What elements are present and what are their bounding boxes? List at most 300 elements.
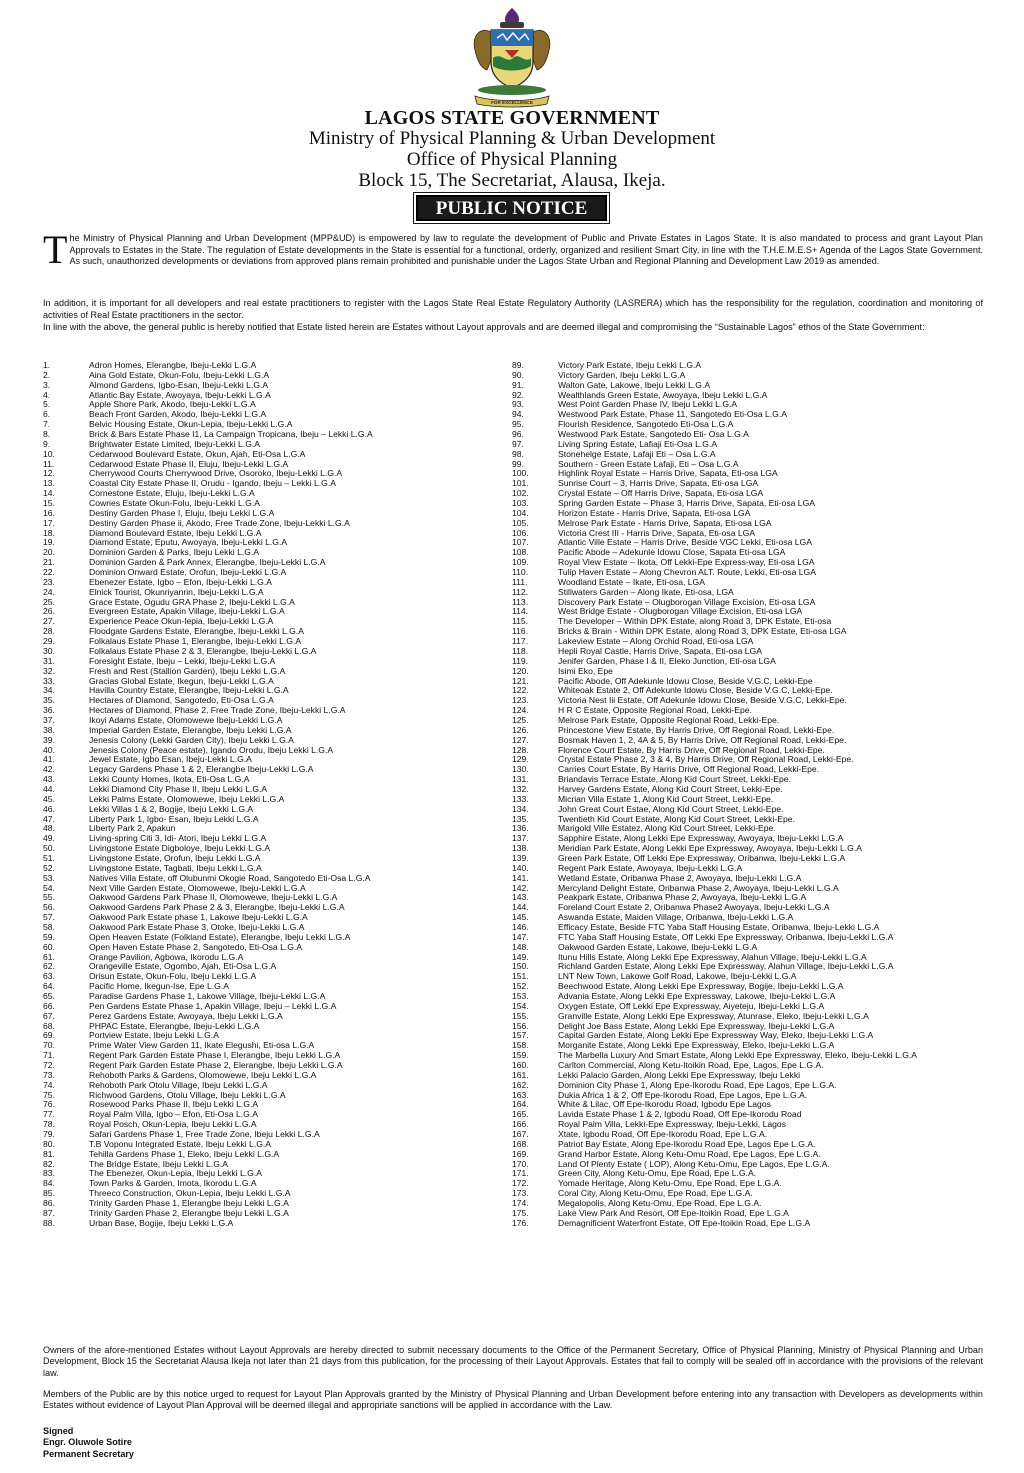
estate-name: Dominion Garden & Parks, Ibeju Lekki L.G.A [89,547,260,558]
estate-number: 86. [43,1198,55,1209]
estate-name: Ikoyi Adams Estate, Olomowewe Ibeju-Lekki L.G.A [89,714,283,725]
estate-name: Lavida Estate Phase 1 & 2, Igbodu Road, Off Epe-Ikorodu Road [558,1109,802,1120]
estate-number: 10. [43,448,55,459]
estate-name: Foreland Court Estate 2, Oribanwa Phase2 Awoyaya, Ibeju-Lekki L.G.A [558,902,830,913]
estate-number: 90. [512,369,524,380]
estate-name: H R C Estate, Opposite Regional Road, Lekki-Epe. [558,705,752,716]
estate-number: 141. [512,872,529,883]
estate-number: 163. [512,1089,529,1100]
estate-name: Living Spring Estate, Lafiaji Eti-Osa L.G.A [558,438,718,449]
estate-number: 157. [512,1030,529,1041]
estate-name: Spring Garden Estate – Phase 3, Harris Drive, Sapata, Eti-osa LGA [558,498,815,509]
estate-number: 47. [43,813,55,824]
estate-number: 29. [43,636,55,647]
estate-name: Pacific Home, Ikegun-Ise, Epe L.G.A [89,981,229,992]
estate-name: Micrian Villa Estate 1, Along Kid Court Street, Lekki-Epe. [558,793,774,804]
estate-name: Tulip Haven Estate – Along Chevron ALT. Route, Lekki, Eti-osa LGA [558,567,816,578]
signature-block [43,1426,134,1460]
estate-name: Orange Pavilion, Agbowa, Ikorodu L.G.A [89,951,244,962]
estate-name: Richwood Gardens, Otolu Village, Ibeju Lekki L.G.A [89,1089,286,1100]
estate-number: 93. [512,399,524,410]
estate-number: 41. [43,754,55,765]
estate-number: 110. [512,567,529,578]
estate-name: Livingstone Estate, Orofun, Ibeju Lekki L.G.A [89,852,261,863]
estate-name: Folkalaus Estate Phase 2 & 3, Elerangbe, Ibeju-Lekki L.G.A [89,645,317,656]
estate-name: FTC Yaba Staff Housing Estate, Off Lekki Epe Expressway, Oribanwa, Ibeju-Lekki L.G.A [558,931,894,942]
estate-name: Crystal Estate – Off Harris Drive, Sapata, Eti-osa LGA [558,488,764,499]
estate-name: Destiny Garden Phase ii, Akodo, Free Trade Zone, Ibeju-Lekki L.G.A [89,517,350,528]
estate-name: Trinity Garden Phase 2, Elerangbe Ibeju Lekki L.G.A [89,1207,289,1218]
estate-number: 65. [43,991,55,1001]
estate-name: Pen Gardens Estate Phase 1, Apakin Village, Ibeju – Lekki L.G.A [89,1000,337,1011]
estate-number: 118. [512,645,529,656]
estate-number: 153. [512,991,529,1001]
estate-name: Jenesis Colony (Lekki Garden City), Ibeju Lekki L.G.A [89,734,294,745]
estate-number: 143. [512,892,529,903]
estate-name: Grace Estate, Ogudu GRA Phase 2, Ibeju-Lekki L.G.A [89,596,295,607]
estate-number: 15. [43,498,55,509]
estate-number: 31. [43,655,55,666]
estate-name: Cornestone Estate, Eluju, Ibeju-Lekki L.G.A [89,488,255,499]
estate-name: Paradise Gardens Phase 1, Lakowe Village, Ibeju-Lekki L.G.A [89,991,326,1001]
estate-number: 130. [512,764,529,775]
estate-name: West Point Garden Phase IV, Ibeju Lekki L.G.A [558,399,738,410]
estate-number: 114. [512,606,529,617]
estate-name: Open Haven Estate Phase 2, Sangotedo, Eti-Osa L.G.A [89,941,303,952]
estate-name: Victory Garden, Ibeju Lekki L.G.A [558,369,686,380]
estate-number: 139. [512,852,529,863]
estate-name: Hectares of Diamond, Phase 2, Free Trade Zone, Ibeju-Lekki L.G.A [89,705,346,716]
estate-number: 6. [43,409,51,420]
estate-name: Lekki Villas 1 & 2, Bogije, Ibeju Lekki L.G.A [89,803,254,814]
estate-number: 109. [512,557,529,568]
estate-name: Cherrywood Courts Cherrywood Drive, Osoroko, Ibeju-Lekki L.G.A [89,468,343,479]
estate-name: Cedarwood Estate Phase II, Eluju, Ibeju-Lekki L.G.A [89,458,289,469]
estate-number: 46. [43,803,55,814]
estate-number: 62. [43,961,55,972]
estate-number: 101. [512,478,529,489]
estate-number: 133. [512,793,529,804]
public-advisory-paragraph: Members of the Public are by this notice urged to request for Layout Plan Approvals granted by the Ministry of Physical Planning and Urban Development before entering into any transaction with Developers as developments within Estates without evidence of Layout Plan Approval will be deemed illegal and appropriate sanctions will be applied in accordance with the Law. [43,1389,983,1411]
estate-name: White & Lilac, Off Epe-Ikorodu Road, Igbodu Epe Lagos [558,1099,771,1110]
estate-number: 108. [512,547,529,558]
estate-number: 69. [43,1030,55,1041]
drop-cap: T [43,227,68,272]
estate-number: 37. [43,714,55,725]
estate-number: 48. [43,823,55,834]
estate-name: Livingstone Estate, Tagbati, Ibeju Lekki L.G.A [89,862,262,873]
estate-number: 27. [43,616,55,627]
estate-number: 129. [512,754,529,765]
estate-name: Lekki County Homes, Ikota, Eti-Osa L.G.A [89,774,250,785]
estate-name: Regent Park Estate, Awoyaya, Ibeju-Lekki L.G.A [558,862,743,873]
estate-name: Whiteoak Estate 2, Off Adekunle Idowu Close, Beside V.G.C, Lekki-Epe. [558,685,833,696]
estate-name: Victoria Crest III - Harris Drive, Sapata, Eti-osa LGA [558,527,756,538]
estate-number: 135. [512,813,529,824]
estate-number: 102. [512,488,529,499]
estate-name: Orangeville Estate, Ogombo, Ajah, Eti-Osa L.G.A [89,961,277,972]
estate-name: Orisun Estate, Okun-Folu, Ibeju Lekki L.G.A [89,971,257,982]
estate-number: 123. [512,695,529,706]
estate-name: Crystal Estate Phase 2, 3 & 4, By Harris Drive, Off Regional Road, Lekki-Epe. [558,754,854,765]
estate-name: Portview Estate, Ibeju Lekki L.G.A [89,1030,219,1041]
estate-number: 67. [43,1010,55,1021]
estate-number: 17. [43,517,55,528]
estate-name: Dominion Garden & Park Annex, Elerangbe, Ibeju-Lekki L.G.A [89,557,326,568]
estate-number: 103. [512,498,529,509]
estate-name: Sunrise Court – 3, Harris Drive, Sapata, Eti-osa LGA [558,478,759,489]
estate-number: 113. [512,596,529,607]
estate-number: 158. [512,1040,529,1051]
estate-number: 95. [512,419,524,430]
estate-number: 83. [43,1168,55,1179]
estate-name: Mercyland Delight Estate, Oribanwa Phase 2, Awoyaya, Ibeju-Lekki L.G.A [558,882,839,893]
estate-name: Next Ville Garden Estate, Olomowewe, Ibeju-Lekki L.G.A [89,882,306,893]
estate-number: 173. [512,1188,529,1199]
estate-name: Lekki Diamond City Phase II, Ibeju Lekki L.G.A [89,783,268,794]
estate-name: Evergreen Estate, Apakin Village, Ibeju-Lekki L.G.A [89,606,285,617]
estate-name: Atlantic Ville Estate – Harris Drive, Beside VGC Lekki, Eti-osa LGA [558,537,812,548]
estate-name: Experience Peace Okun-lepia, Ibeju-Lekki L.G.A [89,616,274,627]
estate-name: Gracias Global Estate, Ikegun, Ibeju-Lekki L.G.A [89,675,274,686]
estate-number: 7. [43,419,51,430]
estate-number: 55. [43,892,55,903]
estate-name: Apple Shore Park, Akodo, Ibeju-Lekki L.G.A [89,399,256,410]
estate-number: 124. [512,705,529,716]
estate-number: 99. [512,458,524,469]
estate-number: 74. [43,1079,55,1090]
estate-number: 45. [43,793,55,804]
estate-number: 71. [43,1050,55,1061]
estate-name: Walton Gate, Lakowe, Ibeju Lekki L.G.A [558,379,711,390]
government-title: LAGOS STATE GOVERNMENT [364,107,660,129]
estate-number: 140. [512,862,529,873]
estate-number: 14. [43,488,55,499]
estate-name: Hectares of Diamond, Sangotedo, Eti-Osa L.G.A [89,695,274,706]
estate-name: Harvey Gardens Estate, Along Kid Court Street, Lekki-Epe. [558,783,783,794]
estate-number: 176. [512,1217,529,1228]
estate-name: Aina Gold Estate, Okun-Folu, Ibeju-Lekki L.G.A [89,369,270,380]
estate-number: 40. [43,744,55,755]
estate-number: 81. [43,1148,55,1159]
intro-paragraph-1-text: he Ministry of Physical Planning and Urban Development (MPP&UD) is empowered by law to regulate the development of Public and Private Estates in Lagos State. It is also mandated to process and grant Layout Plan Approvals to Estates in the State. The regulation of Estate developments in the State is essential for a functional, orderly, organized and resilient Smart City, in line with the T.H.E.M.E.S+ Agenda of the Lagos State Government. As such, unauthorized developments or deviations from approved plans remain prohibited and punishable under the Lagos State Urban and Regional Planning and Development Law 2019 as amended. [69,233,983,267]
estate-number: 76. [43,1099,55,1110]
estate-name: Cedarwood Boulevard Estate, Okun, Ajah, Eti-Osa L.G.A [89,448,306,459]
estate-name: Meridian Park Estate, Along Lekki Epe Expressway, Awoyaya, Ibeju-Lekki L.G.A [558,843,862,854]
estate-name: Westwood Park Estate, Sangotedo Eti- Osa L.G.A [558,429,749,440]
estate-name: Destiny Garden Phase I, Eluju, Ibeju Lekki L.G.A [89,507,275,518]
estate-name: Grand Harbor Estate, Along Ketu-Omu Road, Epe Lagos, Epe L.G.A. [558,1148,821,1159]
estate-number: 98. [512,448,524,459]
estate-name: Trinity Garden Phase 1, Elerangbe Ibeju Lekki L.G.A [89,1198,289,1209]
estate-name: Carries Court Estate, By Harris Drive, Off Regional Road, Lekki-Epe. [558,764,820,775]
estate-number: 152. [512,981,529,992]
estate-number: 104. [512,507,529,518]
estate-number: 36. [43,705,55,716]
estate-name: Land Of Plenty Estate ( LOP), Along Ketu-Omu, Epe Lagos, Epe L.G.A. [558,1158,830,1169]
estate-number: 70. [43,1040,55,1051]
estate-number: 144. [512,902,529,913]
estate-name: Folkalaus Estate Phase 1, Elerangbe, Ibeju-Lekki L.G.A [89,636,302,647]
estate-number: 4. [43,389,51,400]
office-name: Office of Physical Planning [406,149,618,170]
estate-number: 5. [43,399,51,410]
estate-name: Floodgate Gardens Estate, Elerangbe, Ibeju-Lekki L.G.A [89,626,304,637]
estate-number: 112. [512,586,529,597]
estate-name: Yomade Heritage, Along Ketu-Omu, Epe Road, Epe L.G.A. [558,1178,782,1189]
estate-number: 167. [512,1129,529,1140]
signed-label: Signed [43,1426,74,1436]
directive-paragraph: Owners of the afore-mentioned Estates without Layout Approvals are hereby directed to submit necessary documents to the Office of the Permanent Secretary, Office of Physical Planning, Ministry of Physical Planning and Urban Development, Block 15 the Secretariat Alausa Ikeja not later than 21 days from this publication, for the processing of their Layout Approvals. Estates that fail to comply will be sealed off in accordance with the provisions of the relevant law. [43,1345,983,1378]
estate-number: 87. [43,1207,55,1218]
estate-list-right [512,361,992,1229]
estate-number: 170. [512,1158,529,1169]
estate-name: PHPAC Estate, Elerangbe, Ibeju-Lekki L.G.A [89,1020,260,1031]
estate-number: 78. [43,1119,55,1130]
estate-name: Carlton Commercial, Along Ketu-Itoikin Road, Epe, Lagos, Epe L.G.A. [558,1060,824,1071]
estate-name: Westwood Park Estate, Phase 11, Sangotedo Eti-Osa L.G.A [558,409,787,420]
estate-name: Delight Joe Bass Estate, Along Lekki Epe Expressway, Ibeju-Lekki L.G.A [558,1020,835,1031]
estate-name: Melrose Park Estate - Harris Drive, Sapata, Eti-osa LGA [558,517,772,528]
estate-name: Capital Garden Estate, Along Lekki Epe Expressway Way, Eleko, Ibeju-Lekki L.G.A [558,1030,874,1041]
estate-number: 49. [43,833,55,844]
estate-name: Wealthlands Green Estate, Awoyaya, Ibeju Lekki L.G.A [558,389,768,400]
estate-name: Safari Gardens Phase 1, Free Trade Zone, Ibeju Lekki L.G.A [89,1129,320,1140]
estate-number: 73. [43,1069,55,1080]
estate-name: Adron Homes, Elerangbe, Ibeju-Lekki L.G.A [89,360,257,370]
estate-name: Victory Park Estate, Ibeju Lekki L.G.A [558,360,702,370]
estate-number: 96. [512,429,524,440]
intro-paragraph-2: In addition, it is important for all developers and real estate practitioners to register with the Lagos State Real Estate Regulatory Authority (LASRERA) which has the responsibility for the regulation, coordination and monitoring of activities of Real Estate practitioners in the sector. [43,298,983,320]
estate-name: Richland Garden Estate, Along Lekki Epe Expressway, Alahun Village, Ibeju-Lekki L.G.A [558,961,894,972]
estate-number: 136. [512,823,529,834]
estate-number: 64. [43,981,55,992]
estate-name: Tehilla Gardens Phase 1, Eleko, Ibeju Lekki L.G.A [89,1148,280,1159]
estate-name: Ebenezer Estate, Igbo – Efon, Ibeju-Lekki L.G.A [89,576,272,587]
estate-name: Wetland Estate, Oribanwa Phase 2, Awoyaya, Ibeju-Lekki L.G.A [558,872,802,883]
estate-name: Town Parks & Garden, Imota, Ikorodu L.G.A [89,1178,257,1189]
estate-name: Stillwaters Garden – Along Ikate, Eti-osa, LGA [558,586,734,597]
estate-name: Oxygen Estate, Off Lekki Epe Expressway, Aiyeteju, Ibeju-Lekki L.G.A [558,1000,825,1011]
estate-name: Beechwood Estate, Along Lekki Epe Expressway, Bogije, Ibeju-Lekki L.G.A [558,981,844,992]
estate-number: 171. [512,1168,529,1179]
estate-number: 12. [43,468,55,479]
estate-number: 58. [43,921,55,932]
estate-number: 21. [43,557,55,568]
estate-number: 25. [43,596,55,607]
estate-number: 33. [43,675,55,686]
estate-number: 35. [43,695,55,706]
estate-number: 168. [512,1138,529,1149]
estate-name: Woodland Estate – Ikate, Eti-osa, LGA [558,576,705,587]
estate-name: Efficacy Estate, Beside FTC Yaba Staff Housing Estate, Oribanwa, Ibeju-Lekki L.G.A [558,921,880,932]
estate-number: 80. [43,1138,55,1149]
estate-name: LNT New Town, Lakowe Golf Road, Lakowe, Ibeju-Lekki L.G.A [558,971,797,982]
estate-list-left [43,361,503,1229]
estate-number: 63. [43,971,55,982]
estate-number: 30. [43,645,55,656]
estate-name: Lekki Palacio Garden, Along Lekki Epe Expressway, Ibeju Lekki [558,1069,801,1080]
estate-number: 22. [43,567,55,578]
estate-name: Imperial Garden Estate, Elerangbe, Ibeju Lekki L.G.A [89,724,292,735]
estate-name: Green City, Along Ketu-Omu, Epe Road, Epe L.G.A. [558,1168,757,1179]
signatory-title: Permanent Secretary [43,1448,134,1459]
estate-number: 166. [512,1119,529,1130]
estate-name: Isimi Eko, Epe [558,665,613,676]
estate-name: Sapphire Estate, Along Lekki Epe Expressway, Awoyaya, Ibeju-Lekki L.G.A [558,833,844,844]
estate-number: 97. [512,438,524,449]
estate-name: Oakwood Park Estate Phase 3, Otoke, Ibeju-Lekki L.G.A [89,921,305,932]
estate-number: 3. [43,379,51,390]
estate-number: 138. [512,843,529,854]
estate-name: Prime Water View Garden 11, Ikate Elegushi, Eti-osa L.G.A [89,1040,315,1051]
estate-name: Lake View Park And Resort, Off Epe-Itoikin Road, Epe L.G.A [558,1207,789,1218]
estate-name: Royal View Estate – Ikota, Off Lekki-Epe Express-way, Eti-osa LGA [558,557,815,568]
estate-name: Hepli Royal Castle, Harris Drive, Sapata, Eti-osa LGA [558,645,762,656]
estate-number: 50. [43,843,55,854]
estate-name: The Developer – Within DPK Estate, along Road 3, DPK Estate, Eti-osa [558,616,832,627]
estate-number: 77. [43,1109,55,1120]
seal-motto: FOR EXCELLENCE [491,100,533,105]
estate-name: Pacific Abode, Off Adekunle Idowu Close, Beside V.G.C, Lekki-Epe [558,675,813,686]
estate-name: Flourish Residence, Sangotedo Eti-Osa L.G.A [558,419,734,430]
estate-number: 172. [512,1178,529,1189]
estate-name: Victoria Nest Iii Estate, Off Adekunle Idowu Close, Beside V.G.C, Lekki-Epe. [558,695,847,706]
estate-name: Bosmak Haven 1, 2, 4A & 5, By Harris Drive, Off Regional Road, Lekki-Epe. [558,734,847,745]
estate-name: Foresight Estate, Ibeju – Lekki, Ibeju-Lekki L.G.A [89,655,276,666]
estate-name: Horizon Estate - Harris Drive, Sapata, Eti-osa LGA [558,507,751,518]
estate-name: Almond Gardens, Igbo-Esan, Ibeju-Lekki L.G.A [89,379,269,390]
estate-number: 20. [43,547,55,558]
estate-name: Elnick Tourist, Okunriyanrin, Ibeju-Lekki L.G.A [89,586,264,597]
estate-name: Princestone View Estate, By Harris Drive, Off Regional Road, Lekki-Epe. [558,724,835,735]
estate-name: West Bridge Estate - Olugborogan Village Excision, Eti-osa LGA [558,606,803,617]
estate-name: Dukia Africa 1 & 2, Off Epe-Ikorodu Road, Epe Lagos, Epe L.G.A. [558,1089,808,1100]
estate-number: 162. [512,1079,529,1090]
estate-name: Xtate, Igbodu Road, Off Epe-Ikorodu Road, Epe L.G.A. [558,1129,768,1140]
estate-name: Havilla Country Estate, Elerangbe, Ibeju-Lekki L.G.A [89,685,289,696]
estate-number: 24. [43,586,55,597]
estate-number: 8. [43,429,51,440]
estate-number: 151. [512,971,529,982]
estate-number: 34. [43,685,55,696]
estate-name: Patriot Bay Estate, Along Epe-Ikorodu Road Epe, Lagos Epe L.G.A. [558,1138,816,1149]
estate-name: Dominion City Phase 1, Along Epe-Ikorodu Road, Epe Lagos, Epe L.G.A. [558,1079,837,1090]
estate-number: 68. [43,1020,55,1031]
estate-list-item [512,1219,992,1229]
estate-name: Green Park Estate, Off Lekki Epe Expressway, Oribanwa, Ibeju-Lekki L.G.A [558,852,846,863]
estate-number: 117. [512,636,529,647]
estate-number: 53. [43,872,55,883]
estate-name: The Ebenezer, Okun-Lepia, Ibeju Lekki L.G.A [89,1168,262,1179]
estate-number: 72. [43,1060,55,1071]
estate-name: Brightwater Estate Limited, Ibeju-Lekki L.G.A [89,438,260,449]
estate-number: 169. [512,1148,529,1159]
intro-paragraph-3: In line with the above, the general public is hereby notified that Estate listed herein are Estates without Layout approvals and are deemed illegal and compromising the “Sustainable Lagos” ethos of the State Government: [43,322,925,332]
estate-number: 84. [43,1178,55,1189]
estate-number: 159. [512,1050,529,1061]
estate-number: 32. [43,665,55,676]
estate-number: 88. [43,1217,55,1228]
estate-number: 19. [43,537,55,548]
estate-name: Coastal City Estate Phase II, Orudu - Igando, Ibeju – Lekki L.G.A [89,478,336,489]
estate-name: Lakeview Estate – Along Orchid Road, Eti-osa LGA [558,636,754,647]
lagos-state-seal [467,6,557,108]
estate-name: Cowries Estate Okun-Folu, Ibeju-Lekki L.G.A [89,498,260,509]
estate-number: 121. [512,675,529,686]
estate-name: Southern - Green Estate Lafaji, Eti – Osa L.G.A [558,458,739,469]
estate-name: Diamond Estate, Eputu, Awoyaya, Ibeju-Lekki L.G.A [89,537,288,548]
estate-number: 164. [512,1099,529,1110]
estate-number: 9. [43,438,51,449]
estate-list-item [43,1219,503,1229]
estate-number: 156. [512,1020,529,1031]
estate-number: 165. [512,1109,529,1120]
estate-number: 119. [512,655,529,666]
estate-name: Perez Gardens Estate, Awoyaya, Ibeju Lekki L.G.A [89,1010,283,1021]
estate-name: Natives Villa Estate, off Olubunmi Okogie Road, Sangotedo Eti-Osa L.G.A [89,872,371,883]
public-notice-banner: PUBLIC NOTICE [416,195,607,221]
estate-name: Pacific Abode – Adekunle Idowu Close, Sapata Eti-osa LGA [558,547,786,558]
estate-number: 174. [512,1198,529,1209]
estate-number: 175. [512,1207,529,1218]
estate-name: Dominion Onward Estate, Orofun, Ibeju-Lekki L.G.A [89,567,287,578]
estate-name: Itunu Hills Estate, Along Lekki Epe Expressway, Alahun Village, Ibeju-Lekki L.G.A [558,951,867,962]
estate-number: 56. [43,902,55,913]
estate-name: Lekki Palms Estate, Olomowewe, Ibeju Lekki L.G.A [89,793,285,804]
estate-name: Discovery Park Estate – Olugborogan Village Excision, Eti-osa LGA [558,596,816,607]
estate-name: Liberty Park 1, Igbo- Esan, Ibeju Lekki L.G.A [89,813,259,824]
estate-name: Rehoboth Parks & Gardens, Olomowewe, Ibeju Lekki L.G.A [89,1069,317,1080]
estate-name: Fresh and Rest (Stallion Garden), Ibeju Lekki L.G.A [89,665,286,676]
estate-name: Legacy Gardens Phase 1 & 2, Elerangbe Ibeju-Lekki L.G.A [89,764,314,775]
estate-number: 148. [512,941,529,952]
estate-number: 106. [512,527,529,538]
estate-number: 23. [43,576,55,587]
estate-name: Regent Park Garden Estate Phase 2, Elerangbe, Ibeju Lekki L.G.A [89,1060,343,1071]
estate-name: Rosewood Parks Phase II, Ibeju Lekki L.G.A [89,1099,259,1110]
estate-number: 137. [512,833,529,844]
estate-name: Melrose Park Estate, Opposite Regional Road, Lekki-Epe. [558,714,780,725]
estate-number: 147. [512,931,529,942]
estate-number: 122. [512,685,529,696]
estate-number: 61. [43,951,55,962]
estate-name: Belvic Housing Estate, Okun-Lepia, Ibeju-Lekki L.G.A [89,419,293,430]
estate-name: Morganite Estate, Along Lekki Epe Expressway, Eleko, Ibeju-Lekki L.G.A [558,1040,835,1051]
estate-name: The Bridge Estate, Ibeju Lekki L.G.A [89,1158,229,1169]
estate-number: 116. [512,626,529,637]
estate-number: 134. [512,803,529,814]
estate-number: 155. [512,1010,529,1021]
estate-number: 94. [512,409,524,420]
estate-number: 79. [43,1129,55,1140]
estate-number: 44. [43,783,55,794]
estate-number: 75. [43,1089,55,1100]
estate-number: 1. [43,360,51,370]
estate-name: Diamond Boulevard Estate, Ibeju Lekki L.G.A [89,527,262,538]
estate-name: Florence Court Estate, By Harris Drive, Off Regional Road, Lekki-Epe. [558,744,825,755]
estate-number: 85. [43,1188,55,1199]
estate-name: Aswanda Estate, Maiden Village, Oribanwa, Ibeju-Lekki L.G.A [558,912,794,923]
estate-name: Threeco Construction, Okun-Lepia, Ibeju Lekki L.G.A [89,1188,291,1199]
estate-name: Urban Base, Bogije, Ibeju Lekki L.G.A [89,1217,234,1228]
estate-name: Rehoboth Park Otolu Village, Ibeju Lekki L.G.A [89,1079,268,1090]
estate-number: 107. [512,537,529,548]
ministry-name: Ministry of Physical Planning & Urban Development [308,128,716,149]
estate-number: 128. [512,744,529,755]
estate-name: Atlantic Bay Estate, Awoyaya, Ibeju-Lekki L.G.A [89,389,271,400]
estate-name: Oakwood Gardens Park Phase II, Olomowewe, Ibeju-Lekki L.G.A [89,892,338,903]
